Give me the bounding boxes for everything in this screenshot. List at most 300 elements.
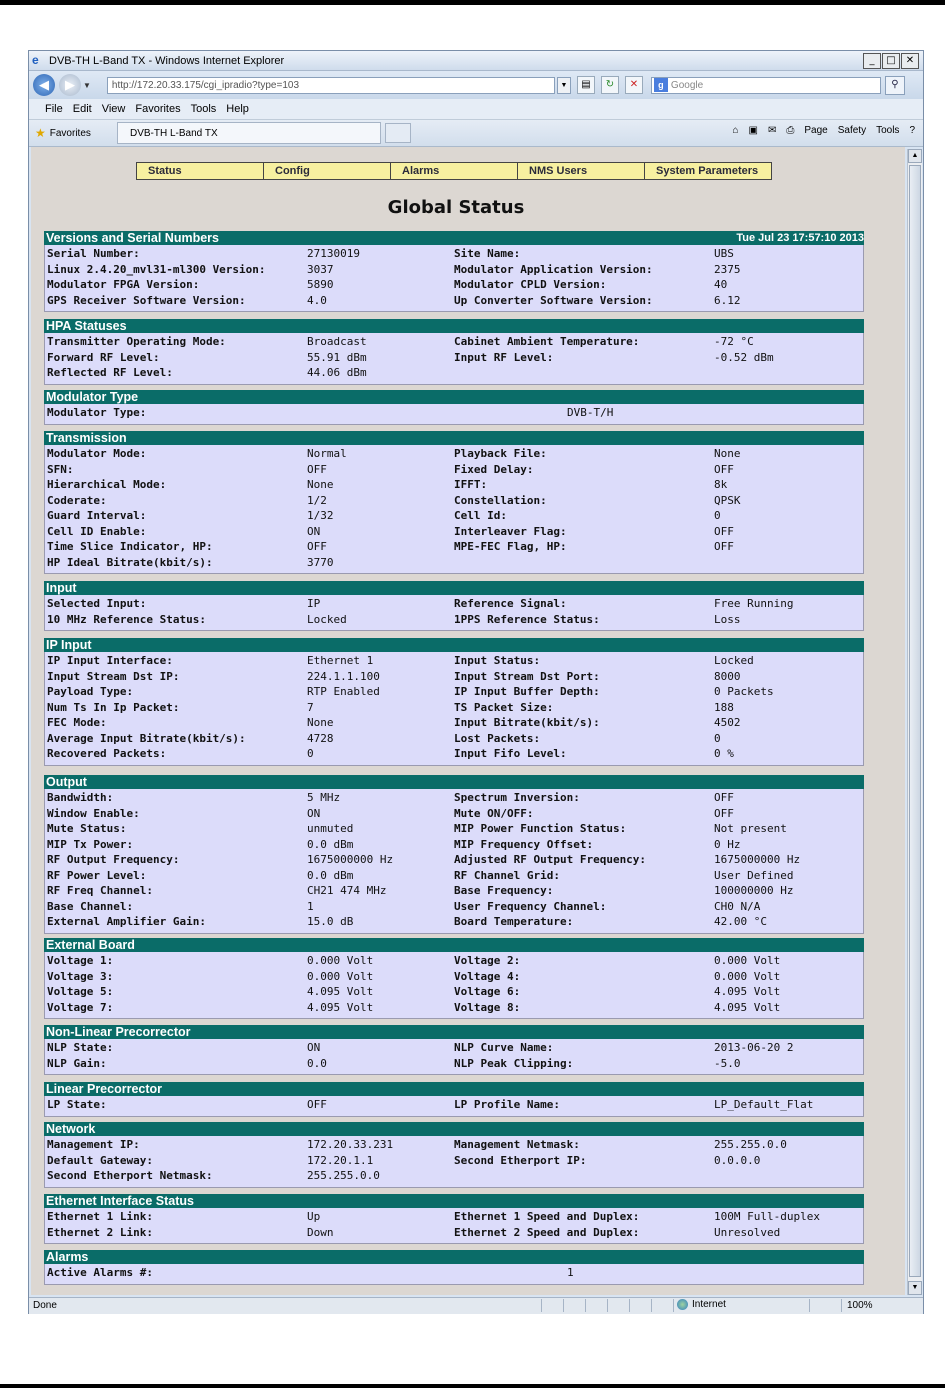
status-row [45,334,863,350]
status-row [45,524,863,540]
field-value: Free Running [714,597,794,610]
field-label: Input Bitrate(kbit/s): [454,716,600,729]
address-bar [29,71,923,99]
safety-menu[interactable]: Safety [837,125,867,136]
field-value: 4.095 Volt [714,1000,781,1014]
section-header [44,638,864,652]
field-label: MIP Tx Power: [47,837,134,851]
field-label: Num Ts In Ip Packet: [47,700,180,714]
zoom-level[interactable]: 100% [847,1300,873,1311]
field-value: OFF [714,540,734,553]
field-label: Board Temperature: [454,915,574,928]
new-tab-button[interactable] [385,123,411,143]
section-title: HPA Statuses [46,319,127,333]
field-value: -0.52 dBm [714,350,774,364]
section-header [44,431,864,445]
feeds-icon[interactable]: ▣ [748,125,758,136]
field-label: Guard Interval: [47,509,147,522]
status-divider [809,1299,810,1312]
field-label: Input Status: [454,654,541,667]
section-header [44,581,864,595]
field-label: Input Stream Dst IP: [47,669,180,683]
section-title: Non-Linear Precorrector [46,1025,191,1039]
field-value: 224.1.1.100 [307,669,380,683]
status-row [45,405,863,421]
field-value: 1/2 [307,493,327,507]
status-row [45,612,863,628]
field-label: Ethernet 2 Link: [47,1225,153,1239]
status-row [45,1056,863,1072]
section-header [44,390,864,404]
field-value: -5.0 [714,1056,741,1070]
status-row [45,1137,863,1153]
field-value: Down [307,1225,334,1239]
print-icon[interactable]: ⎙ [786,125,795,136]
section-body [44,333,864,385]
status-row [45,262,863,278]
page-bottom-rule [0,1384,945,1388]
status-row [45,508,863,524]
field-label: Ethernet 1 Link: [47,1210,153,1223]
section-versions-and-serial-numbers [44,231,864,312]
tools-menu[interactable]: Tools [876,125,900,136]
status-row [45,731,863,747]
field-value: Unresolved [714,1225,781,1239]
status-row [45,596,863,612]
status-row [45,477,863,493]
field-label: Active Alarms #: [47,1266,153,1279]
field-value: CH0 N/A [714,899,761,913]
section-ip-input [44,638,864,766]
field-value: IP [307,597,321,610]
security-zone[interactable] [677,1299,726,1310]
tab-nms-users[interactable]: NMS Users [518,163,645,179]
field-value: 100M Full-duplex [714,1210,820,1223]
mail-icon[interactable]: ✉ [767,125,777,136]
field-value: OFF [714,524,734,538]
section-header [44,1025,864,1039]
field-value: CH21 474 MHz [307,884,387,897]
field-value: 172.20.33.231 [307,1138,394,1151]
status-row [45,715,863,731]
field-label: Lost Packets: [454,731,541,745]
field-label: Site Name: [454,247,521,260]
field-value: 0.000 Volt [307,954,374,967]
status-row [45,539,863,555]
field-label: NLP Curve Name: [454,1041,554,1054]
status-row [45,350,863,366]
field-label: Playback File: [454,447,547,460]
status-divider [673,1299,674,1312]
back-button[interactable]: ◀ [33,74,55,96]
status-row [45,852,863,868]
field-value: LP_Default_Flat [714,1098,814,1111]
google-icon: g [654,78,668,92]
field-label: Voltage 8: [454,1000,521,1014]
field-value: 4.095 Volt [307,985,374,998]
section-title: Output [46,775,87,789]
field-value: 188 [714,700,734,714]
status-timestamp: Tue Jul 23 17:57:10 2013 [736,232,864,244]
field-label: Ethernet 2 Speed and Duplex: [454,1225,640,1239]
field-value: 1 [307,899,314,913]
field-label: Modulator Mode: [47,447,147,460]
field-value: 172.20.1.1 [307,1153,374,1167]
status-row [45,746,863,762]
field-value: 2013-06-20 2 [714,1041,794,1054]
field-value: Locked [307,612,347,626]
field-value: 4728 [307,731,334,745]
search-button[interactable]: ⚲ [885,76,905,95]
vertical-scrollbar[interactable] [907,149,922,1295]
field-value: QPSK [714,493,741,507]
status-row [45,1153,863,1169]
section-modulator-type [44,390,864,425]
field-label: HP Ideal Bitrate(kbit/s): [47,555,213,569]
field-value: 0 % [714,747,734,760]
status-row [45,462,863,478]
status-row [45,790,863,806]
field-value: Ethernet 1 [307,654,374,667]
status-row [45,365,863,381]
browser-window [28,50,924,1314]
status-row [45,446,863,462]
field-label: Voltage 3: [47,969,114,983]
globe-icon [677,1299,688,1310]
status-row [45,653,863,669]
page-top-rule [0,0,945,5]
minimize-button[interactable]: _ [863,53,881,69]
field-value: Loss [714,612,741,626]
field-value: DVB-T/H [567,406,614,419]
field-label: Up Converter Software Version: [454,293,653,307]
field-label: Bandwidth: [47,791,114,804]
section-header [44,775,864,789]
status-row [45,1225,863,1241]
menu-edit[interactable]: Edit [72,103,92,115]
field-value: 0 Packets [714,685,774,698]
section-title: Versions and Serial Numbers [46,231,219,245]
field-label: Voltage 5: [47,985,114,998]
field-label: Mute ON/OFF: [454,806,534,820]
field-value: 44.06 dBm [307,366,367,379]
field-value: 8000 [714,669,741,683]
field-value: ON [307,806,321,820]
status-divider [607,1299,608,1312]
status-row [45,493,863,509]
search-input[interactable] [651,77,881,94]
field-value: 100000000 Hz [714,884,794,897]
field-value: ON [307,524,321,538]
field-label: RF Freq Channel: [47,884,153,897]
status-row [45,821,863,837]
status-row [45,684,863,700]
field-label: Cell ID Enable: [47,524,147,538]
field-label: Modulator CPLD Version: [454,278,607,291]
command-bar [722,125,915,136]
window-title: DVB-TH L-Band TX - Windows Internet Explorer [49,54,285,67]
status-row [45,914,863,930]
field-value: unmuted [307,822,354,835]
search-placeholder: Google [670,79,704,91]
field-value: OFF [307,1098,327,1111]
field-label: Interleaver Flag: [454,524,567,538]
field-label: Reference Signal: [454,597,567,610]
field-label: Voltage 6: [454,985,521,998]
url-dropdown-icon[interactable]: ▼ [557,77,571,94]
section-body [44,1264,864,1285]
status-row [45,1209,863,1225]
field-label: MIP Frequency Offset: [454,837,594,851]
scroll-down-icon[interactable]: ▼ [908,1281,922,1295]
field-value: OFF [714,791,734,804]
field-label: Second Etherport Netmask: [47,1169,213,1182]
home-icon[interactable]: ⌂ [732,125,739,136]
status-divider [541,1299,542,1312]
status-divider [841,1299,842,1312]
field-value: OFF [714,806,734,820]
tab-alarms[interactable]: Alarms [391,163,518,179]
menu-file[interactable]: File [45,103,63,115]
section-body [44,652,864,766]
status-divider [651,1299,652,1312]
section-header [44,938,864,952]
field-value: Normal [307,447,347,460]
menu-tools[interactable]: Tools [190,103,217,115]
section-title: Linear Precorrector [46,1082,163,1096]
forward-button[interactable]: ▶ [59,74,81,96]
field-value: 0 [714,509,721,522]
field-value: UBS [714,247,734,260]
field-label: Management Netmask: [454,1138,580,1151]
status-row [45,1097,863,1113]
field-value: 1 [567,1266,574,1279]
section-body [44,445,864,574]
field-value: Up [307,1210,321,1223]
status-row [45,868,863,884]
field-label: RF Power Level: [47,868,147,882]
section-body [44,595,864,631]
refresh-icon[interactable]: ↻ [601,76,619,94]
field-label: Management IP: [47,1138,140,1151]
stop-icon[interactable]: ✕ [625,76,643,94]
field-value: -72 °C [714,335,754,348]
section-title: Modulator Type [46,390,139,404]
field-label: Mute Status: [47,822,127,835]
field-label: NLP State: [47,1041,114,1054]
menu-bar [29,99,923,120]
section-input [44,581,864,631]
field-value: ON [307,1041,321,1054]
status-nav [136,162,772,180]
favorites-bar [29,120,923,147]
field-label: IP Input Interface: [47,654,173,667]
field-value: 4.095 Volt [714,985,781,998]
field-value: 0.000 Volt [714,969,781,983]
field-label: RF Channel Grid: [454,868,560,882]
section-ethernet-interface-status [44,1194,864,1244]
field-label: Input Stream Dst Port: [454,669,600,683]
field-value: 0.000 Volt [714,954,781,967]
favorites-button[interactable]: Favorites [49,127,91,139]
section-title: Input [46,581,77,595]
section-title: Transmission [46,431,127,445]
field-value: 42.00 °C [714,915,767,928]
section-title: Ethernet Interface Status [46,1194,194,1208]
page-title: Global Status [387,197,525,218]
status-row [45,555,863,571]
ie-logo-icon: e [32,53,39,67]
field-label: SFN: [47,462,74,476]
field-label: Fixed Delay: [454,462,534,476]
status-bar [29,1297,923,1314]
scroll-up-icon[interactable]: ▲ [908,149,922,163]
status-row [45,837,863,853]
field-value: Broadcast [307,335,367,348]
field-value: 3770 [307,555,334,569]
section-body [44,245,864,312]
field-label: Reflected RF Level: [47,366,173,379]
field-value: Not present [714,822,787,835]
field-label: IP Input Buffer Depth: [454,685,600,698]
maximize-button[interactable]: □ [882,53,900,69]
status-row [45,984,863,1000]
field-label: Ethernet 1 Speed and Duplex: [454,1210,640,1223]
field-label: MPE-FEC Flag, HP: [454,540,567,553]
field-value: 27130019 [307,247,360,260]
field-label: Modulator FPGA Version: [47,278,200,291]
field-label: Voltage 4: [454,969,521,983]
field-label: Input RF Level: [454,350,554,364]
status-divider [563,1299,564,1312]
field-value: 5 MHz [307,791,341,804]
field-label: External Amplifier Gain: [47,915,206,928]
status-row [45,1000,863,1016]
menu-favorites[interactable]: Favorites [135,103,181,115]
field-label: Transmitter Operating Mode: [47,335,226,348]
tab-active[interactable]: DVB-TH L-Band TX [117,122,381,144]
status-row [45,806,863,822]
field-value: 255.255.0.0 [714,1138,787,1151]
field-label: RF Output Frequency: [47,853,180,866]
status-row [45,1265,863,1281]
status-row [45,883,863,899]
field-label: 1PPS Reference Status: [454,612,600,626]
field-value: 0.000 Volt [307,969,374,983]
field-label: LP State: [47,1098,107,1111]
field-label: Average Input Bitrate(kbit/s): [47,731,246,745]
field-label: User Frequency Channel: [454,899,607,913]
close-button[interactable]: ✕ [901,53,919,69]
field-label: LP Profile Name: [454,1098,560,1111]
field-value: 2375 [714,262,741,276]
field-label: Voltage 7: [47,1000,114,1014]
section-title: Alarms [46,1250,89,1264]
status-row [45,1040,863,1056]
field-value: 0.0 dBm [307,868,354,882]
menu-help[interactable]: Help [226,103,249,115]
field-label: Payload Type: [47,685,134,698]
section-header [44,1194,864,1208]
field-label: Linux 2.4.20_mvl31-ml300 Version: [47,262,266,276]
status-row [45,700,863,716]
field-value: 255.255.0.0 [307,1169,380,1182]
section-alarms [44,1250,864,1285]
field-value: User Defined [714,868,794,882]
field-value: 0 [307,747,314,760]
field-label: Recovered Packets: [47,747,167,760]
field-value: OFF [307,540,327,553]
favorites-star-icon[interactable]: ★ [35,126,46,140]
status-row [45,277,863,293]
compatibility-view-icon[interactable]: ▤ [577,76,595,94]
field-label: Voltage 2: [454,954,521,967]
scroll-thumb[interactable] [909,165,921,1277]
section-transmission [44,431,864,574]
field-label: Modulator Type: [47,406,147,419]
zone-label: Internet [692,1299,726,1310]
field-value: 3037 [307,262,334,276]
section-hpa-statuses [44,319,864,385]
tab-system-parameters[interactable]: System Parameters [645,163,771,179]
history-dropdown-icon[interactable]: ▼ [83,80,91,90]
field-value: OFF [307,462,327,476]
field-label: Modulator Application Version: [454,262,653,276]
field-value: OFF [714,462,734,476]
url-input[interactable] [107,77,555,94]
section-header [44,1082,864,1096]
page-menu[interactable]: Page [804,125,828,136]
field-value: 55.91 dBm [307,350,367,364]
section-external-board [44,938,864,1019]
field-value: 0.0.0.0 [714,1153,761,1167]
field-value: 0.0 [307,1056,327,1070]
field-label: Spectrum Inversion: [454,791,580,804]
field-value: 6.12 [714,293,741,307]
field-label: IFFT: [454,478,488,491]
help-icon[interactable]: ? [909,125,915,136]
field-value: Locked [714,654,754,667]
title-bar [29,51,923,71]
section-body [44,1096,864,1117]
tab-config[interactable]: Config [264,163,391,179]
status-row [45,669,863,685]
field-value: None [307,478,334,491]
field-value: None [307,716,334,729]
section-header [44,1250,864,1264]
field-label: NLP Peak Clipping: [454,1056,574,1070]
field-label: GPS Receiver Software Version: [47,293,246,307]
section-network [44,1122,864,1188]
menu-view[interactable]: View [101,103,126,115]
field-value: 8k [714,478,728,491]
page-viewport [31,147,905,1295]
field-value: 5890 [307,278,334,291]
field-label: Window Enable: [47,806,140,820]
field-value: 1675000000 Hz [714,853,801,866]
field-value: 7 [307,700,314,714]
section-linear-precorrector [44,1082,864,1117]
status-row [45,246,863,262]
tab-status[interactable]: Status [137,163,264,179]
field-label: Default Gateway: [47,1153,153,1167]
status-row [45,1168,863,1184]
field-label: FEC Mode: [47,716,107,729]
section-title: External Board [46,938,135,952]
status-divider [585,1299,586,1312]
field-label: Base Frequency: [454,884,554,897]
status-row [45,899,863,915]
